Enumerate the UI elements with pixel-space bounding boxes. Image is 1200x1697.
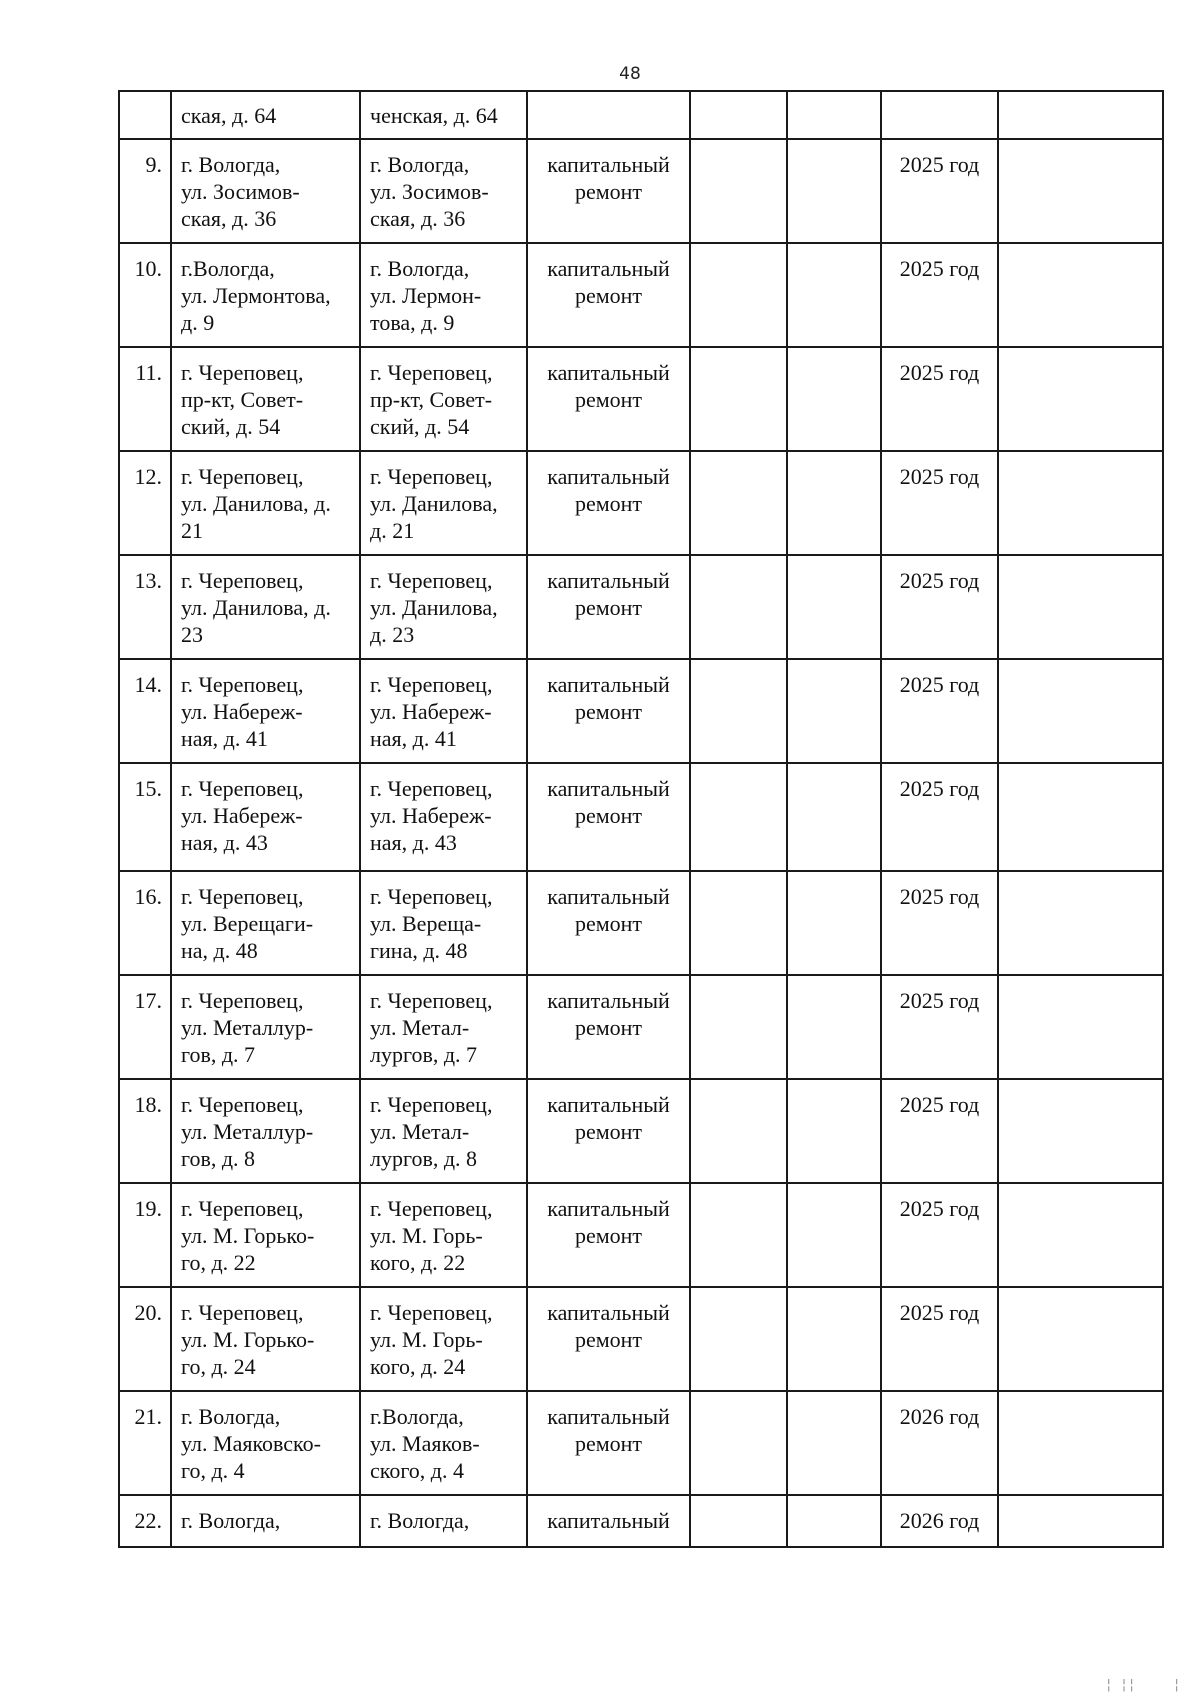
- object-address-line: лургов, д. 8: [370, 1146, 478, 1171]
- empty-cell: [787, 871, 881, 975]
- object-address-line: ченская, д. 64: [370, 103, 498, 128]
- object-address-line: г. Череповец,: [370, 360, 493, 385]
- table-row: [119, 451, 1163, 555]
- year-cell: [881, 1391, 998, 1495]
- year-value: 2025 год: [899, 464, 980, 489]
- year-cell: [881, 243, 998, 347]
- work-type-cell: [527, 91, 690, 139]
- work-type-line: капитальный: [547, 884, 670, 909]
- work-type-cell: [527, 871, 690, 975]
- row-number: 17.: [134, 988, 162, 1013]
- empty-cell: [998, 243, 1163, 347]
- object-address-line: кого, д. 22: [370, 1250, 466, 1275]
- address-line: г. Череповец,: [181, 776, 304, 801]
- empty-cell: [787, 347, 881, 451]
- work-type-line: капитальный: [547, 1508, 670, 1533]
- object-address-cell: [360, 659, 527, 763]
- table-row: [119, 1287, 1163, 1391]
- address-line: ул. Металлур-: [181, 1015, 314, 1040]
- empty-cell: [787, 1495, 881, 1547]
- empty-cell: [787, 659, 881, 763]
- empty-cell: [690, 763, 787, 871]
- object-address-line: ская, д. 36: [370, 206, 466, 231]
- object-address-cell: [360, 871, 527, 975]
- work-type-cell: [527, 451, 690, 555]
- empty-cell: [998, 1391, 1163, 1495]
- object-address-cell: [360, 975, 527, 1079]
- object-address-line: ул. М. Горь-: [370, 1327, 483, 1352]
- work-type-cell: [527, 1183, 690, 1287]
- row-number: 22.: [134, 1508, 162, 1533]
- empty-cell: [787, 451, 881, 555]
- empty-cell: [998, 1183, 1163, 1287]
- scan-artifact: ¦ ¦¦ ¦: [1106, 1677, 1182, 1693]
- empty-cell: [787, 1183, 881, 1287]
- address-line: ул. Металлур-: [181, 1119, 314, 1144]
- empty-cell: [998, 1287, 1163, 1391]
- empty-cell: [787, 1079, 881, 1183]
- object-address-line: д. 21: [370, 518, 415, 543]
- table-row: [119, 1391, 1163, 1495]
- work-type-line: ремонт: [574, 491, 643, 516]
- object-address-cell: [360, 1079, 527, 1183]
- address-line: пр-кт, Совет-: [181, 387, 304, 412]
- object-address-cell: [360, 1495, 527, 1547]
- work-type-line: капитальный: [547, 360, 670, 385]
- empty-cell: [690, 871, 787, 975]
- work-type-line: ремонт: [574, 803, 643, 828]
- address-cell: [171, 243, 360, 347]
- row-number: 12.: [134, 464, 162, 489]
- empty-cell: [998, 1079, 1163, 1183]
- object-address-line: ул. Вереща-: [370, 911, 482, 936]
- empty-cell: [690, 659, 787, 763]
- year-value: 2025 год: [899, 884, 980, 909]
- empty-cell: [690, 975, 787, 1079]
- address-cell: [171, 975, 360, 1079]
- object-address-line: пр-кт, Совет-: [370, 387, 493, 412]
- empty-cell: [787, 555, 881, 659]
- row-number: 9.: [145, 152, 162, 177]
- object-address-line: ского, д. 4: [370, 1458, 465, 1483]
- year-cell: [881, 555, 998, 659]
- address-cell: [171, 347, 360, 451]
- work-type-line: ремонт: [574, 1327, 643, 1352]
- object-address-line: ул. Набереж-: [370, 803, 492, 828]
- empty-cell: [787, 975, 881, 1079]
- year-cell: [881, 347, 998, 451]
- object-address-line: ул. Метал-: [370, 1119, 470, 1144]
- work-type-line: капитальный: [547, 672, 670, 697]
- address-line: ул. Данилова, д.: [181, 491, 331, 516]
- address-line: г. Череповец,: [181, 568, 304, 593]
- empty-cell: [998, 451, 1163, 555]
- work-type-line: ремонт: [574, 179, 643, 204]
- empty-cell: [998, 555, 1163, 659]
- row-number: 15.: [134, 776, 162, 801]
- object-address-line: ул. Данилова,: [370, 491, 498, 516]
- empty-cell: [690, 1287, 787, 1391]
- object-address-line: ул. Метал-: [370, 1015, 470, 1040]
- object-table: [118, 90, 1164, 1548]
- work-type-line: ремонт: [574, 699, 643, 724]
- address-line: г. Череповец,: [181, 360, 304, 385]
- address-line: ул. Набереж-: [181, 699, 303, 724]
- work-type-line: ремонт: [574, 1431, 643, 1456]
- address-line: г. Череповец,: [181, 1092, 304, 1117]
- row-number-cell: [119, 1287, 171, 1391]
- address-cell: [171, 763, 360, 871]
- empty-cell: [690, 1183, 787, 1287]
- object-address-line: г. Череповец,: [370, 776, 493, 801]
- object-address-line: г. Череповец,: [370, 988, 493, 1013]
- row-number-cell: [119, 139, 171, 243]
- work-type-cell: [527, 1079, 690, 1183]
- row-number: 18.: [134, 1092, 162, 1117]
- work-type-line: капитальный: [547, 256, 670, 281]
- empty-cell: [787, 1287, 881, 1391]
- work-type-line: капитальный: [547, 464, 670, 489]
- object-address-line: г. Вологда,: [370, 1508, 470, 1533]
- address-line: на, д. 48: [181, 938, 258, 963]
- address-line: ул. Лермонтова,: [181, 283, 331, 308]
- address-line: г. Череповец,: [181, 1300, 304, 1325]
- address-line: д. 9: [181, 310, 215, 335]
- address-line: г. Череповец,: [181, 464, 304, 489]
- empty-cell: [690, 1495, 787, 1547]
- address-line: ская, д. 36: [181, 206, 277, 231]
- address-cell: [171, 91, 360, 139]
- work-type-cell: [527, 763, 690, 871]
- address-cell: [171, 1183, 360, 1287]
- address-line: ул. М. Горько-: [181, 1327, 315, 1352]
- object-address-line: г. Вологда,: [370, 152, 470, 177]
- address-line: г. Череповец,: [181, 1196, 304, 1221]
- work-type-line: ремонт: [574, 1223, 643, 1248]
- object-address-cell: [360, 555, 527, 659]
- object-address-line: г. Череповец,: [370, 672, 493, 697]
- address-line: го, д. 4: [181, 1458, 245, 1483]
- empty-cell: [787, 243, 881, 347]
- row-number-cell: [119, 1079, 171, 1183]
- year-cell: [881, 1079, 998, 1183]
- year-cell: [881, 1183, 998, 1287]
- table-row: [119, 1079, 1163, 1183]
- work-type-line: ремонт: [574, 1119, 643, 1144]
- work-type-line: капитальный: [547, 776, 670, 801]
- object-address-line: ул. Зосимов-: [370, 179, 489, 204]
- address-line: ная, д. 43: [181, 830, 268, 855]
- object-address-line: ул. М. Горь-: [370, 1223, 483, 1248]
- row-number: 20.: [134, 1300, 162, 1325]
- address-line: го, д. 24: [181, 1354, 256, 1379]
- year-value: 2025 год: [899, 776, 980, 801]
- address-line: г. Череповец,: [181, 884, 304, 909]
- year-value: 2026 год: [899, 1508, 980, 1533]
- object-address-line: г. Череповец,: [370, 884, 493, 909]
- address-line: ул. Маяковско-: [181, 1431, 321, 1456]
- empty-cell: [998, 347, 1163, 451]
- address-cell: [171, 871, 360, 975]
- work-type-cell: [527, 243, 690, 347]
- work-type-line: ремонт: [574, 1015, 643, 1040]
- empty-cell: [998, 1495, 1163, 1547]
- object-address-cell: [360, 347, 527, 451]
- object-address-line: г. Череповец,: [370, 1196, 493, 1221]
- object-address-line: г. Череповец,: [370, 464, 493, 489]
- row-number-cell: [119, 555, 171, 659]
- row-number: 19.: [134, 1196, 162, 1221]
- year-value: 2025 год: [899, 1196, 980, 1221]
- work-type-line: капитальный: [547, 988, 670, 1013]
- row-number-cell: [119, 347, 171, 451]
- address-line: ская, д. 64: [181, 103, 277, 128]
- year-cell: [881, 763, 998, 871]
- address-cell: [171, 1495, 360, 1547]
- object-address-line: ул. Данилова,: [370, 595, 498, 620]
- work-type-line: капитальный: [547, 1092, 670, 1117]
- year-value: 2025 год: [899, 568, 980, 593]
- address-line: г. Вологда,: [181, 152, 281, 177]
- empty-cell: [690, 555, 787, 659]
- work-type-cell: [527, 975, 690, 1079]
- work-type-cell: [527, 659, 690, 763]
- address-line: 23: [181, 622, 203, 647]
- row-number: 13.: [134, 568, 162, 593]
- empty-cell: [998, 139, 1163, 243]
- empty-cell: [690, 1391, 787, 1495]
- object-address-cell: [360, 763, 527, 871]
- row-number-cell: [119, 763, 171, 871]
- empty-cell: [998, 91, 1163, 139]
- address-line: ная, д. 41: [181, 726, 268, 751]
- row-number: 11.: [135, 360, 162, 385]
- work-type-cell: [527, 1287, 690, 1391]
- empty-cell: [690, 347, 787, 451]
- table-row: [119, 871, 1163, 975]
- address-line: г. Череповец,: [181, 672, 304, 697]
- address-cell: [171, 139, 360, 243]
- row-number: 21.: [134, 1404, 162, 1429]
- empty-cell: [690, 91, 787, 139]
- object-address-cell: [360, 1287, 527, 1391]
- work-type-cell: [527, 1495, 690, 1547]
- year-cell: [881, 1287, 998, 1391]
- year-value: 2025 год: [899, 988, 980, 1013]
- empty-cell: [787, 763, 881, 871]
- row-number: 16.: [134, 884, 162, 909]
- address-cell: [171, 1287, 360, 1391]
- address-line: 21: [181, 518, 203, 543]
- year-value: 2026 год: [899, 1404, 980, 1429]
- page-number: 48: [619, 64, 641, 84]
- table-row: [119, 975, 1163, 1079]
- table-row: [119, 91, 1163, 139]
- row-number: 10.: [134, 256, 162, 281]
- work-type-line: капитальный: [547, 1300, 670, 1325]
- work-type-cell: [527, 347, 690, 451]
- row-number-cell: [119, 1183, 171, 1287]
- object-address-cell: [360, 1391, 527, 1495]
- object-address-line: това, д. 9: [370, 310, 455, 335]
- empty-cell: [998, 659, 1163, 763]
- address-line: ул. Данилова, д.: [181, 595, 331, 620]
- address-line: ул. М. Горько-: [181, 1223, 315, 1248]
- address-cell: [171, 555, 360, 659]
- address-line: г. Вологда,: [181, 1404, 281, 1429]
- empty-cell: [787, 91, 881, 139]
- table-row: [119, 1183, 1163, 1287]
- object-address-line: кого, д. 24: [370, 1354, 466, 1379]
- work-type-cell: [527, 139, 690, 243]
- row-number-cell: [119, 1495, 171, 1547]
- year-cell: [881, 139, 998, 243]
- table-row: [119, 763, 1163, 871]
- table-body: [119, 91, 1163, 1547]
- row-number-cell: [119, 871, 171, 975]
- address-line: ский, д. 54: [181, 414, 281, 439]
- object-address-line: г.Вологда,: [370, 1404, 464, 1429]
- table-row: [119, 347, 1163, 451]
- address-line: гов, д. 7: [181, 1042, 256, 1067]
- year-value: 2025 год: [899, 1092, 980, 1117]
- work-type-line: капитальный: [547, 1404, 670, 1429]
- year-cell: [881, 451, 998, 555]
- work-type-line: ремонт: [574, 911, 643, 936]
- object-address-cell: [360, 451, 527, 555]
- work-type-cell: [527, 1391, 690, 1495]
- year-value: 2025 год: [899, 152, 980, 177]
- address-line: ул. Набереж-: [181, 803, 303, 828]
- object-address-line: ский, д. 54: [370, 414, 470, 439]
- row-number-cell: [119, 659, 171, 763]
- table-row: [119, 555, 1163, 659]
- object-address-cell: [360, 139, 527, 243]
- year-value: 2025 год: [899, 360, 980, 385]
- row-number-cell: [119, 451, 171, 555]
- object-address-line: ул. Набереж-: [370, 699, 492, 724]
- address-line: ул. Верещаги-: [181, 911, 314, 936]
- object-address-cell: [360, 91, 527, 139]
- year-value: 2025 год: [899, 672, 980, 697]
- row-number-cell: [119, 91, 171, 139]
- empty-cell: [690, 451, 787, 555]
- row-number: 14.: [134, 672, 162, 697]
- object-address-line: лургов, д. 7: [370, 1042, 478, 1067]
- empty-cell: [787, 139, 881, 243]
- empty-cell: [690, 243, 787, 347]
- address-cell: [171, 659, 360, 763]
- work-type-line: капитальный: [547, 152, 670, 177]
- table-row: [119, 659, 1163, 763]
- year-cell: [881, 659, 998, 763]
- object-address-line: д. 23: [370, 622, 415, 647]
- work-type-line: капитальный: [547, 1196, 670, 1221]
- address-cell: [171, 1391, 360, 1495]
- object-address-line: ная, д. 43: [370, 830, 457, 855]
- empty-cell: [998, 975, 1163, 1079]
- empty-cell: [690, 139, 787, 243]
- work-type-cell: [527, 555, 690, 659]
- year-cell: [881, 1495, 998, 1547]
- object-address-line: ул. Маяков-: [370, 1431, 480, 1456]
- table-row: [119, 139, 1163, 243]
- object-address-cell: [360, 1183, 527, 1287]
- object-address-line: г. Вологда,: [370, 256, 470, 281]
- address-cell: [171, 451, 360, 555]
- table-row: [119, 1495, 1163, 1547]
- table-row: [119, 243, 1163, 347]
- object-address-line: г. Череповец,: [370, 1092, 493, 1117]
- address-line: г.Вологда,: [181, 256, 275, 281]
- work-type-line: ремонт: [574, 595, 643, 620]
- work-type-line: капитальный: [547, 568, 670, 593]
- address-line: г. Череповец,: [181, 988, 304, 1013]
- year-cell: [881, 871, 998, 975]
- year-cell: [881, 975, 998, 1079]
- year-cell: [881, 91, 998, 139]
- row-number-cell: [119, 243, 171, 347]
- object-address-cell: [360, 243, 527, 347]
- empty-cell: [787, 1391, 881, 1495]
- address-line: г. Вологда,: [181, 1508, 281, 1533]
- object-address-line: гина, д. 48: [370, 938, 468, 963]
- address-line: го, д. 22: [181, 1250, 256, 1275]
- work-type-line: ремонт: [574, 283, 643, 308]
- address-line: гов, д. 8: [181, 1146, 256, 1171]
- empty-cell: [690, 1079, 787, 1183]
- object-address-line: г. Череповец,: [370, 1300, 493, 1325]
- year-value: 2025 год: [899, 256, 980, 281]
- empty-cell: [998, 871, 1163, 975]
- empty-cell: [998, 763, 1163, 871]
- address-line: ул. Зосимов-: [181, 179, 300, 204]
- object-address-line: ная, д. 41: [370, 726, 457, 751]
- year-value: 2025 год: [899, 1300, 980, 1325]
- row-number-cell: [119, 1391, 171, 1495]
- address-cell: [171, 1079, 360, 1183]
- object-address-line: ул. Лермон-: [370, 283, 482, 308]
- object-address-line: г. Череповец,: [370, 568, 493, 593]
- row-number-cell: [119, 975, 171, 1079]
- work-type-line: ремонт: [574, 387, 643, 412]
